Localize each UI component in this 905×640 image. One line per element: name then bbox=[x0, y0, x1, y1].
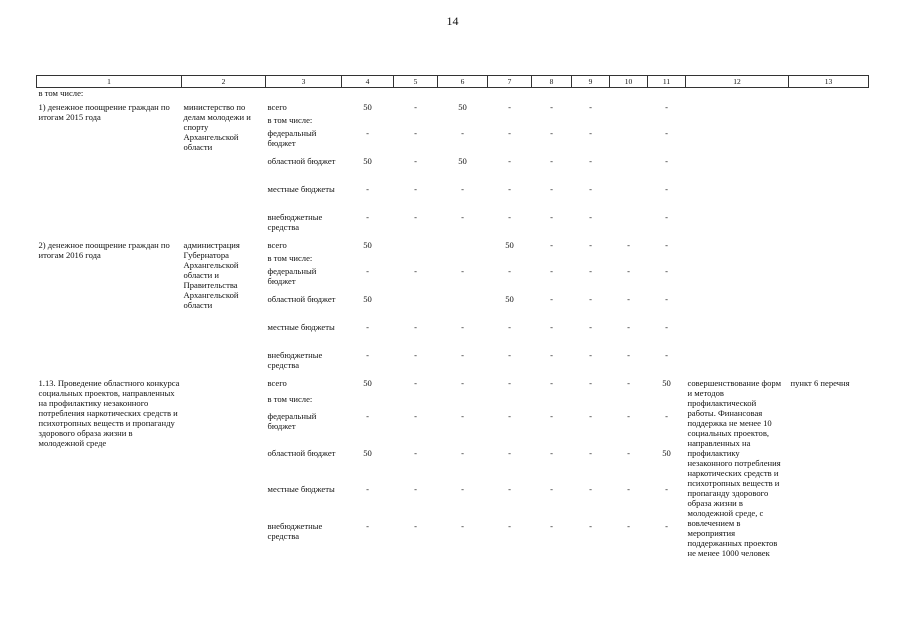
col-header: 11 bbox=[648, 76, 686, 88]
value-cell: - bbox=[508, 155, 511, 166]
value-cell: - bbox=[550, 411, 553, 422]
col-header: 4 bbox=[342, 76, 394, 88]
value-cell: - bbox=[461, 183, 464, 194]
value-cell: - bbox=[665, 484, 668, 495]
value-cell: - bbox=[366, 349, 369, 360]
value-cell: - bbox=[550, 447, 553, 458]
value-cell: - bbox=[461, 447, 464, 458]
value-cell: - bbox=[627, 447, 630, 458]
value-cell: - bbox=[550, 293, 553, 304]
value-cell: - bbox=[589, 127, 592, 138]
col-header: 6 bbox=[438, 76, 488, 88]
value-cell bbox=[610, 212, 648, 240]
value-cell bbox=[342, 253, 394, 266]
value-cell: - bbox=[665, 265, 668, 276]
intro-row bbox=[37, 88, 869, 102]
value-cell: - bbox=[461, 265, 464, 276]
value-cell bbox=[394, 294, 438, 322]
value-cell: - bbox=[627, 520, 630, 531]
value-cell bbox=[394, 394, 438, 411]
executor: министерство по делам молодежи и спорту Архангельской области bbox=[183, 101, 251, 152]
value-cell: - bbox=[665, 293, 668, 304]
col-header: 2 bbox=[182, 76, 266, 88]
value-cell: - bbox=[508, 349, 511, 360]
value-cell bbox=[488, 394, 532, 411]
value-cell: - bbox=[589, 293, 592, 304]
value-cell: - bbox=[414, 484, 417, 495]
value-cell: - bbox=[550, 127, 553, 138]
expected-result: совершенствование форм и методов профилактической работы. Финансовая поддержка не менее 10 социальных проектов, направленных на профилактику незаконного потребления наркотических средств и психотропных веществ и пропаганду здорового образа жизни в молодежной среде, с вовлечением в мероприятия поддержанных проектов не менее 1000 человек bbox=[687, 377, 782, 558]
value-cell: - bbox=[550, 211, 553, 222]
funding-source: всего bbox=[267, 377, 287, 388]
value-cell bbox=[610, 102, 648, 115]
value-cell bbox=[648, 253, 686, 266]
value-cell: - bbox=[589, 321, 592, 332]
value-cell: 50 bbox=[505, 293, 514, 304]
value-cell: - bbox=[589, 183, 592, 194]
value-cell: - bbox=[508, 447, 511, 458]
value-cell: - bbox=[550, 349, 553, 360]
value-cell: - bbox=[550, 239, 553, 250]
value-cell: - bbox=[414, 447, 417, 458]
value-cell: - bbox=[366, 127, 369, 138]
value-cell: - bbox=[665, 101, 668, 112]
value-cell: 50 bbox=[363, 155, 372, 166]
value-cell: - bbox=[550, 155, 553, 166]
funding-source: внебюджетные средства bbox=[267, 211, 323, 232]
funding-source: местные бюджеты bbox=[267, 321, 335, 332]
value-cell: - bbox=[589, 377, 592, 388]
value-cell bbox=[394, 240, 438, 253]
value-cell: - bbox=[665, 349, 668, 360]
value-cell: - bbox=[461, 520, 464, 531]
value-cell: - bbox=[414, 183, 417, 194]
value-cell: - bbox=[589, 101, 592, 112]
value-cell: - bbox=[414, 265, 417, 276]
value-cell: - bbox=[366, 484, 369, 495]
value-cell: 50 bbox=[505, 239, 514, 250]
funding-source: всего bbox=[267, 101, 287, 112]
value-cell: - bbox=[589, 239, 592, 250]
value-cell: 50 bbox=[363, 447, 372, 458]
page-number: 14 bbox=[446, 14, 459, 28]
value-cell: - bbox=[414, 211, 417, 222]
value-cell bbox=[394, 115, 438, 128]
funding-source: федеральный бюджет bbox=[267, 411, 317, 432]
value-cell: 50 bbox=[363, 101, 372, 112]
value-cell: - bbox=[665, 411, 668, 422]
col-header: 7 bbox=[488, 76, 532, 88]
value-cell: - bbox=[550, 321, 553, 332]
value-cell: 50 bbox=[458, 101, 467, 112]
activity-name: 2) денежное поощрение граждан по итогам 2016 года bbox=[38, 239, 170, 260]
value-cell: - bbox=[550, 377, 553, 388]
value-cell: - bbox=[461, 321, 464, 332]
value-cell: - bbox=[627, 239, 630, 250]
value-cell bbox=[610, 128, 648, 156]
funding-source: областной бюджет bbox=[267, 293, 336, 304]
col-header: 8 bbox=[532, 76, 572, 88]
funding-source: в том числе: bbox=[267, 394, 313, 405]
value-cell: - bbox=[627, 293, 630, 304]
value-cell: - bbox=[627, 265, 630, 276]
value-cell: - bbox=[589, 155, 592, 166]
table-row bbox=[37, 378, 869, 395]
funding-source: местные бюджеты bbox=[267, 484, 335, 495]
value-cell: - bbox=[508, 265, 511, 276]
value-cell: - bbox=[665, 127, 668, 138]
value-cell: - bbox=[461, 377, 464, 388]
value-cell: - bbox=[366, 321, 369, 332]
col-header: 1 bbox=[37, 76, 182, 88]
value-cell: - bbox=[366, 520, 369, 531]
value-cell: - bbox=[589, 520, 592, 531]
value-cell: - bbox=[508, 484, 511, 495]
value-cell: - bbox=[665, 321, 668, 332]
value-cell: - bbox=[550, 183, 553, 194]
value-cell: - bbox=[550, 484, 553, 495]
value-cell bbox=[610, 156, 648, 184]
value-cell: - bbox=[589, 211, 592, 222]
executor bbox=[182, 378, 266, 558]
funding-source: внебюджетные средства bbox=[267, 520, 323, 541]
value-cell: - bbox=[414, 101, 417, 112]
value-cell bbox=[438, 240, 488, 253]
program-table bbox=[36, 75, 869, 558]
funding-source: в том числе: bbox=[267, 252, 313, 263]
funding-source: в том числе: bbox=[267, 114, 313, 125]
value-cell bbox=[342, 394, 394, 411]
col-header: 5 bbox=[394, 76, 438, 88]
value-cell bbox=[438, 294, 488, 322]
value-cell bbox=[610, 115, 648, 128]
value-cell: - bbox=[589, 484, 592, 495]
value-cell bbox=[394, 253, 438, 266]
activity-name: 1.13. Проведение областного конкурса социальных проектов, направленных на профилактику незаконного потребления наркотических средств и психотропных веществ и пропаганду здорового образа жизни в молодежной среде bbox=[38, 377, 180, 448]
value-cell: - bbox=[627, 484, 630, 495]
value-cell bbox=[610, 394, 648, 411]
value-cell: - bbox=[366, 265, 369, 276]
value-cell bbox=[438, 394, 488, 411]
value-cell bbox=[572, 115, 610, 128]
funding-source: федеральный бюджет bbox=[267, 265, 317, 286]
value-cell bbox=[610, 253, 648, 266]
value-cell: - bbox=[665, 183, 668, 194]
col-header: 10 bbox=[610, 76, 648, 88]
funding-source: внебюджетные средства bbox=[267, 349, 323, 370]
value-cell: - bbox=[414, 155, 417, 166]
value-cell: 50 bbox=[662, 447, 671, 458]
col-header: 13 bbox=[789, 76, 869, 88]
value-cell: 50 bbox=[458, 155, 467, 166]
value-cell: - bbox=[508, 211, 511, 222]
value-cell bbox=[438, 115, 488, 128]
value-cell bbox=[488, 115, 532, 128]
reference-note: пункт 6 перечня bbox=[790, 377, 850, 388]
value-cell: - bbox=[414, 377, 417, 388]
value-cell: - bbox=[508, 101, 511, 112]
value-cell: - bbox=[508, 377, 511, 388]
value-cell bbox=[532, 253, 572, 266]
value-cell bbox=[572, 253, 610, 266]
value-cell: - bbox=[508, 321, 511, 332]
activity-name: 1) денежное поощрение граждан по итогам 2015 года bbox=[38, 101, 170, 122]
expected-result bbox=[686, 102, 789, 240]
value-cell: 50 bbox=[662, 377, 671, 388]
header-row bbox=[37, 76, 869, 88]
value-cell: - bbox=[665, 155, 668, 166]
value-cell: - bbox=[550, 101, 553, 112]
value-cell: - bbox=[414, 520, 417, 531]
value-cell: - bbox=[414, 127, 417, 138]
value-cell: 50 bbox=[363, 293, 372, 304]
value-cell bbox=[648, 394, 686, 411]
funding-source: всего bbox=[267, 239, 287, 250]
value-cell: - bbox=[461, 484, 464, 495]
value-cell: - bbox=[589, 349, 592, 360]
value-cell: - bbox=[627, 321, 630, 332]
intro-text: в том числе: bbox=[38, 88, 84, 98]
value-cell: - bbox=[414, 411, 417, 422]
value-cell: - bbox=[589, 265, 592, 276]
col-header: 9 bbox=[572, 76, 610, 88]
funding-source: областной бюджет bbox=[267, 447, 336, 458]
value-cell bbox=[610, 184, 648, 212]
funding-source: федеральный бюджет bbox=[267, 127, 317, 148]
reference-note bbox=[789, 240, 869, 378]
funding-source: областной бюджет bbox=[267, 155, 336, 166]
value-cell: - bbox=[665, 239, 668, 250]
value-cell bbox=[532, 394, 572, 411]
value-cell bbox=[532, 115, 572, 128]
value-cell: - bbox=[665, 520, 668, 531]
value-cell: - bbox=[461, 211, 464, 222]
value-cell bbox=[572, 394, 610, 411]
expected-result bbox=[686, 240, 789, 378]
value-cell: - bbox=[627, 377, 630, 388]
value-cell bbox=[488, 253, 532, 266]
value-cell: - bbox=[366, 411, 369, 422]
value-cell: 50 bbox=[363, 377, 372, 388]
value-cell: - bbox=[414, 349, 417, 360]
value-cell: - bbox=[461, 127, 464, 138]
value-cell: - bbox=[366, 183, 369, 194]
value-cell: - bbox=[665, 211, 668, 222]
value-cell bbox=[438, 253, 488, 266]
value-cell: - bbox=[589, 447, 592, 458]
value-cell: - bbox=[461, 349, 464, 360]
value-cell: - bbox=[461, 411, 464, 422]
value-cell bbox=[648, 115, 686, 128]
value-cell: - bbox=[627, 411, 630, 422]
table-row bbox=[37, 240, 869, 253]
funding-source: местные бюджеты bbox=[267, 183, 335, 194]
col-header: 3 bbox=[266, 76, 342, 88]
executor: администрация Губернатора Архангельской области и Правительства Архангельской области bbox=[183, 239, 240, 310]
table-row bbox=[37, 102, 869, 115]
col-header: 12 bbox=[686, 76, 789, 88]
value-cell: - bbox=[508, 520, 511, 531]
value-cell: - bbox=[589, 411, 592, 422]
value-cell bbox=[342, 115, 394, 128]
value-cell: - bbox=[366, 211, 369, 222]
value-cell: - bbox=[508, 127, 511, 138]
reference-note bbox=[789, 102, 869, 240]
value-cell: - bbox=[627, 349, 630, 360]
value-cell: - bbox=[508, 183, 511, 194]
value-cell: - bbox=[550, 520, 553, 531]
value-cell: - bbox=[550, 265, 553, 276]
value-cell: - bbox=[508, 411, 511, 422]
value-cell: - bbox=[414, 321, 417, 332]
value-cell: 50 bbox=[363, 239, 372, 250]
